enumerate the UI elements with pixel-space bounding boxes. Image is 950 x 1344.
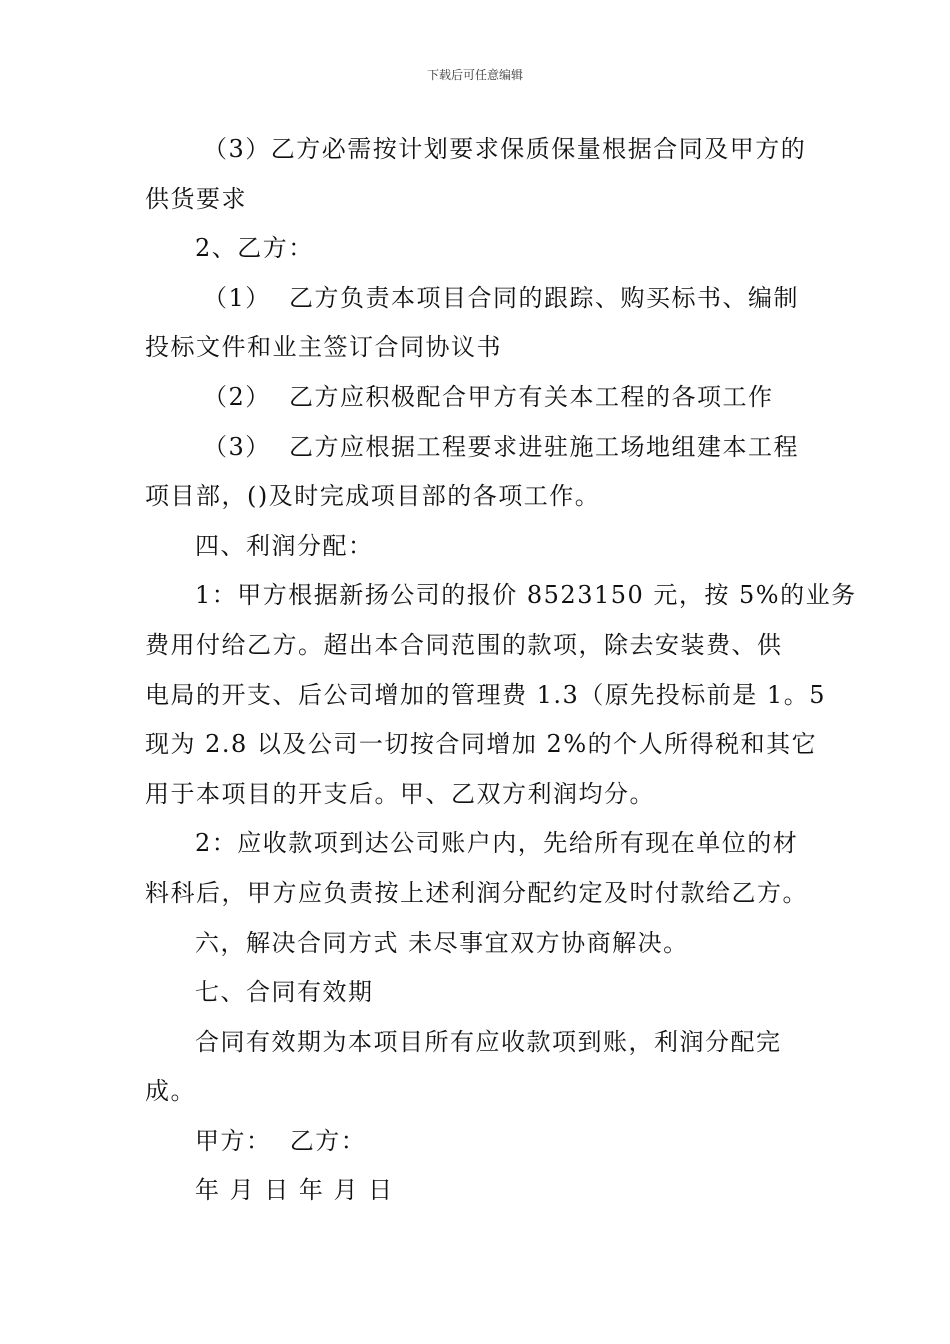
text-line: 料科后，甲方应负责按上述利润分配约定及时付款给乙方。	[145, 878, 808, 907]
text-line: 费用付给乙方。超出本合同范围的款项，除去安装费、供	[145, 630, 783, 659]
text-line: 甲方： 乙方：	[195, 1126, 367, 1155]
text-line: （3）乙方必需按计划要求保质保量根据合同及甲方的	[203, 135, 807, 163]
page-header-note: 下载后可任意编辑	[426, 68, 523, 82]
text-line: 现为 2.8 以及公司一切按合同增加 2%的个人所得税和其它	[145, 730, 818, 759]
text-line: 合同有效期为本项目所有应收款项到账，利润分配完	[195, 1027, 782, 1056]
text-line: 七、合同有效期	[195, 978, 374, 1007]
text-line: 四、利润分配：	[195, 531, 374, 560]
text-line: 2、乙方：	[195, 234, 314, 263]
text-line: 项目部，()及时完成项目部的各项工作。	[145, 482, 601, 511]
text-line: 年 月 日 年 月 日	[195, 1176, 394, 1205]
text-line: （3） 乙方应根据工程要求进驻施工场地组建本工程	[203, 432, 800, 461]
text-line: 用于本项目的开支后。甲、乙双方利润均分。	[145, 779, 655, 808]
text-line: （1） 乙方负责本项目合同的跟踪、购买标书、编制	[203, 283, 800, 312]
text-line: 电局的开支、后公司增加的管理费 1.3（原先投标前是 1。5	[145, 680, 826, 709]
text-line: （2） 乙方应积极配合甲方有关本工程的各项工作	[203, 382, 774, 411]
text-line: 投标文件和业主签订合同协议书	[145, 333, 502, 362]
document-body	[145, 125, 857, 1216]
text-line: 1：甲方根据新扬公司的报价 8523150 元，按 5%的业务	[195, 581, 857, 610]
text-line: 成。	[145, 1077, 196, 1106]
text-line: 供货要求	[145, 184, 247, 213]
text-line: 六，解决合同方式 未尽事宜双方协商解决。	[195, 928, 689, 957]
text-line: 2：应收款项到达公司账户内，先给所有现在单位的材	[195, 829, 799, 858]
